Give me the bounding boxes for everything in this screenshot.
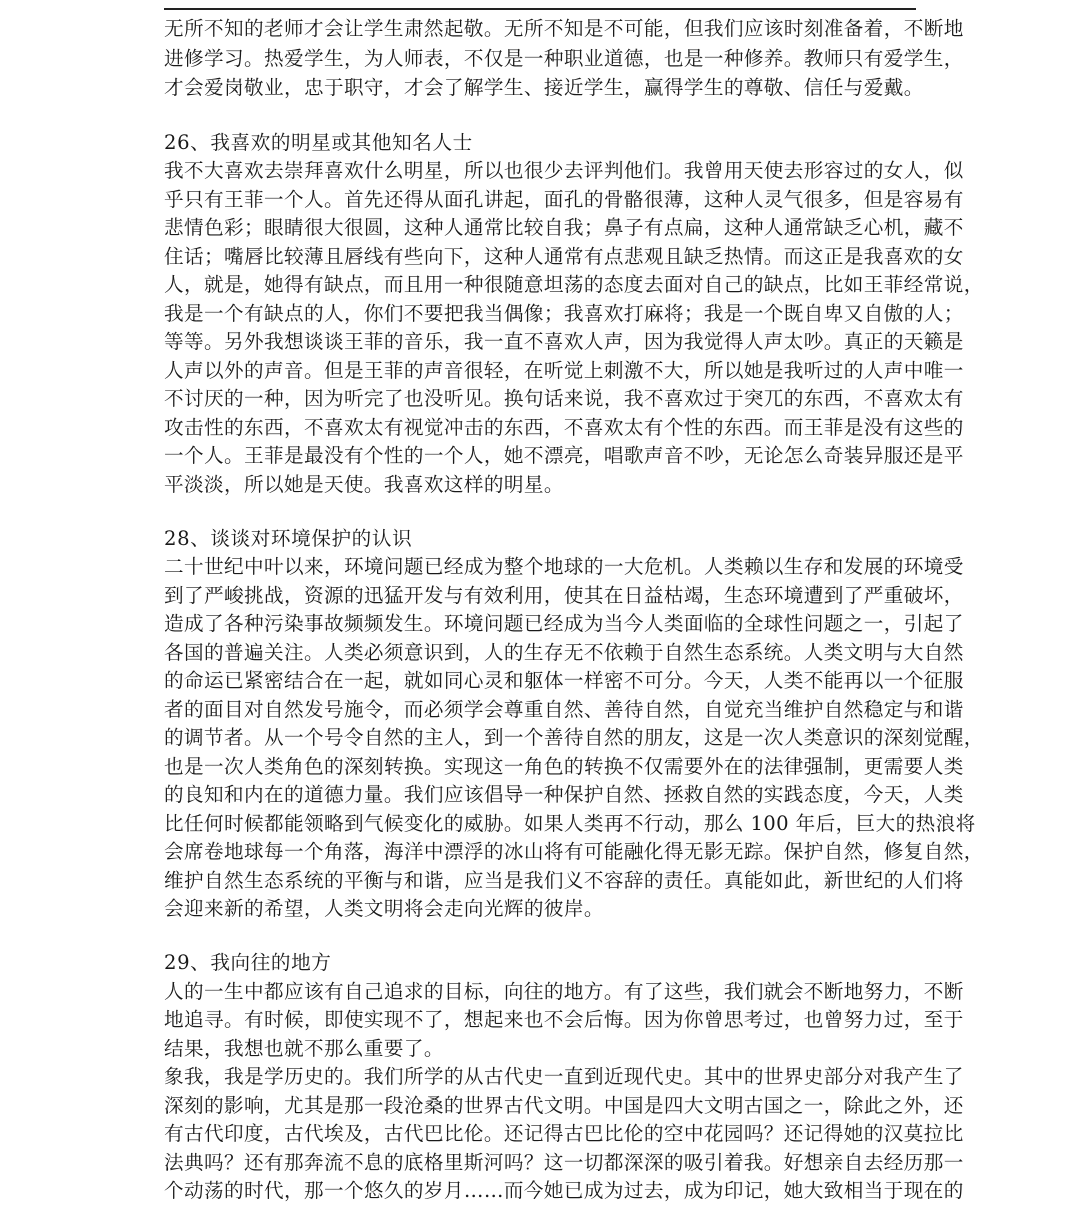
paragraph-line: 人的一生中都应该有自己追求的目标，向往的地方。有了这些，我们就会不断地努力，不断 (164, 980, 964, 1003)
paragraph-line: 无所不知的老师才会让学生肃然起敬。无所不知是不可能，但我们应该时刻准备着，不断地 (164, 17, 964, 40)
paragraph-line: 乎只有王菲一个人。首先还得从面孔讲起，面孔的骨骼很薄，这种人灵气很多，但是容易有 (164, 188, 964, 211)
top-rule-divider (164, 8, 916, 10)
section-heading: 26、我喜欢的明星或其他知名人士 (164, 131, 473, 154)
paragraph-line: 造成了各种污染事故频频发生。环境问题已经成为当今人类面临的全球性问题之一，引起了 (164, 612, 964, 635)
paragraph-line: 攻击性的东西，不喜欢太有视觉冲击的东西，不喜欢太有个性的东西。而王菲是没有这些的 (164, 416, 964, 439)
paragraph-line: 者的面目对自然发号施令，而必须学会尊重自然、善待自然，自觉充当维护自然稳定与和谐 (164, 698, 964, 721)
paragraph-line: 二十世纪中叶以来，环境问题已经成为整个地球的一大危机。人类赖以生存和发展的环境受 (164, 555, 964, 578)
paragraph-line: 我不大喜欢去崇拜喜欢什么明星，所以也很少去评判他们。我曾用天使去形容过的女人，似 (164, 159, 964, 182)
paragraph-line: 人，就是，她得有缺点，而且用一种很随意坦荡的态度去面对自己的缺点，比如王菲经常说， (164, 273, 984, 296)
paragraph-line: 比任何时候都能领略到气候变化的威胁。如果人类再不行动，那么 100 年后，巨大的热浪将 (164, 812, 976, 835)
paragraph-line: 有古代印度，古代埃及，古代巴比伦。还记得古巴比伦的空中花园吗？还记得她的汉莫拉比 (164, 1122, 964, 1145)
paragraph-line: 人声以外的声音。但是王菲的声音很轻，在听觉上刺激不大，所以她是我听过的人声中唯一 (164, 359, 964, 382)
paragraph-line: 住话；嘴唇比较薄且唇线有些向下，这种人通常有点悲观且缺乏热情。而这正是我喜欢的女 (164, 245, 964, 268)
section-heading: 28、谈谈对环境保护的认识 (164, 527, 413, 550)
paragraph-line: 的调节者。从一个号令自然的主人，到一个善待自然的朋友，这是一次人类意识的深刻觉醒， (164, 726, 984, 749)
paragraph-line: 的命运已紧密结合在一起，就如同心灵和躯体一样密不可分。今天，人类不能再以一个征服 (164, 669, 964, 692)
paragraph-line: 地追寻。有时候，即使实现不了，想起来也不会后悔。因为你曾思考过，也曾努力过，至于 (164, 1008, 964, 1031)
paragraph-line: 的良知和内在的道德力量。我们应该倡导一种保护自然、拯救自然的实践态度，今天，人类 (164, 783, 964, 806)
paragraph-line: 维护自然生态系统的平衡与和谐，应当是我们义不容辞的责任。真能如此，新世纪的人们将 (164, 869, 964, 892)
paragraph-line: 深刻的影响，尤其是那一段沧桑的世界古代文明。中国是四大文明古国之一，除此之外，还 (164, 1094, 964, 1117)
paragraph-line: 结果，我想也就不那么重要了。 (164, 1037, 444, 1060)
paragraph-line: 法典吗？还有那奔流不息的底格里斯河吗？这一切都深深的吸引着我。好想亲自去经历那一 (164, 1151, 964, 1174)
paragraph-line: 会迎来新的希望，人类文明将会走向光辉的彼岸。 (164, 897, 604, 920)
paragraph-line: 才会爱岗敬业，忠于职守，才会了解学生、接近学生，赢得学生的尊敬、信任与爱戴。 (164, 76, 924, 99)
paragraph-line: 我是一个有缺点的人，你们不要把我当偶像；我喜欢打麻将；我是一个既自卑又自傲的人； (164, 302, 964, 325)
paragraph-line: 会席卷地球每一个角落，海洋中漂浮的冰山将有可能融化得无影无踪。保护自然，修复自然， (164, 840, 984, 863)
paragraph-line: 悲情色彩；眼睛很大很圆，这种人通常比较自我；鼻子有点扁，这种人通常缺乏心机，藏不 (164, 216, 964, 239)
paragraph-line: 进修学习。热爱学生，为人师表，不仅是一种职业道德，也是一种修养。教师只有爱学生， (164, 47, 964, 70)
paragraph-line: 平淡淡，所以她是天使。我喜欢这样的明星。 (164, 473, 564, 496)
paragraph-line: 个动荡的时代，那一个悠久的岁月……而今她已成为过去，成为印记，她大致相当于现在的 (164, 1179, 964, 1202)
paragraph-line: 到了严峻挑战，资源的迅猛开发与有效利用，使其在日益枯竭，生态环境遭到了严重破坏， (164, 584, 964, 607)
section-heading: 29、我向往的地方 (164, 951, 332, 974)
paragraph-line: 各国的普遍关注。人类必须意识到，人的生存无不依赖于自然生态系统。人类文明与大自然 (164, 641, 964, 664)
paragraph-line: 象我，我是学历史的。我们所学的从古代史一直到近现代史。其中的世界史部分对我产生了 (164, 1065, 964, 1088)
paragraph-line: 也是一次人类角色的深刻转换。实现这一角色的转换不仅需要外在的法律强制，更需要人类 (164, 755, 964, 778)
paragraph-line: 一个人。王菲是最没有个性的一个人，她不漂亮，唱歌声音不吵，无论怎么奇装异服还是平 (164, 444, 964, 467)
paragraph-line: 不讨厌的一种，因为听完了也没听见。换句话来说，我不喜欢过于突兀的东西，不喜欢太有 (164, 387, 964, 410)
paragraph-line: 等等。另外我想谈谈王菲的音乐，我一直不喜欢人声，因为我觉得人声太吵。真正的天籁是 (164, 330, 964, 353)
